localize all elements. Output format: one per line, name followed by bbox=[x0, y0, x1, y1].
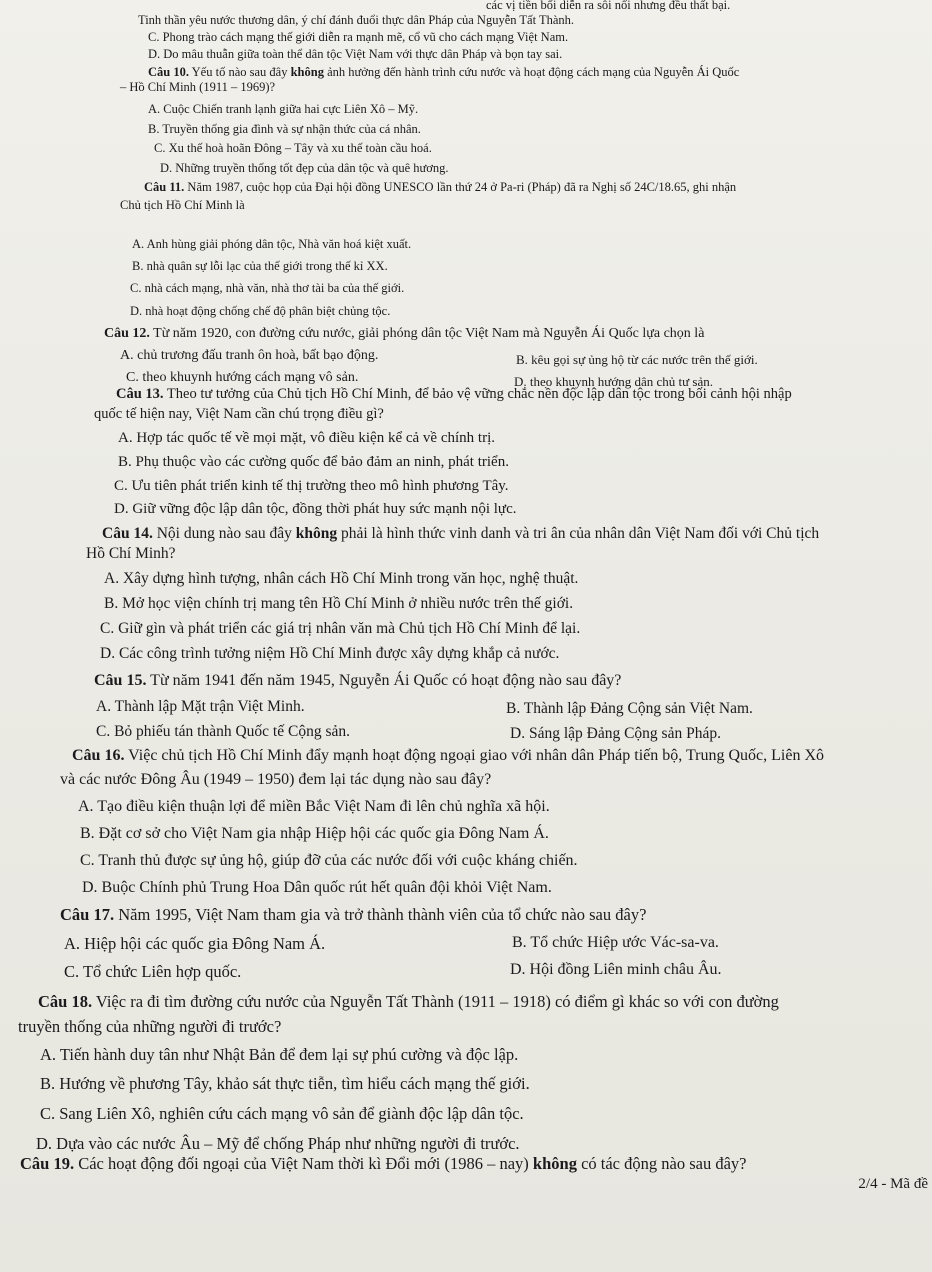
top-partial-line: các vị tiền bối diễn ra sôi nổi nhưng đều thất bại. bbox=[486, 0, 731, 12]
question-16-option-d: D. Buộc Chính phủ Trung Hoa Dân quốc rút hết quân đội khỏi Việt Nam. bbox=[82, 879, 552, 896]
emphasis-word: không bbox=[295, 525, 338, 542]
question-label: Câu 10. bbox=[148, 65, 189, 79]
question-10-option-d: D. Những truyền thống tốt đẹp của dân tộc và quê hương. bbox=[160, 161, 449, 175]
question-label: Câu 11. bbox=[144, 180, 185, 194]
option-c-fragment: C. Phong trào cách mạng thế giới diễn ra mạnh mẽ, cổ vũ cho cách mạng Việt Nam. bbox=[148, 30, 569, 44]
question-15-option-c: C. Bỏ phiếu tán thành Quốc tế Cộng sản. bbox=[96, 723, 350, 740]
emphasis-word: không bbox=[290, 65, 324, 79]
stem-text: ảnh hưởng đến hành trình cứu nước và hoạt động cách mạng của Nguyễn Ái Quốc bbox=[323, 65, 740, 79]
question-16-stem-line2: và các nước Đông Âu (1949 – 1950) đem lại tác dụng nào sau đây? bbox=[60, 771, 492, 788]
stem-text: Theo tư tưởng của Chủ tịch Hồ Chí Minh, để bảo vệ vững chắc nền độc lập dân tộc trong bối cảnh hội nhập bbox=[166, 386, 792, 402]
question-14-option-b: B. Mở học viện chính trị mang tên Hồ Chí Minh ở nhiều nước trên thế giới. bbox=[104, 595, 574, 612]
stem-text: Từ năm 1920, con đường cứu nước, giải phóng dân tộc Việt Nam mà Nguyễn Ái Quốc lựa chọn là bbox=[153, 326, 705, 341]
question-14-option-a: A. Xây dựng hình tượng, nhân cách Hồ Chí Minh trong văn học, nghệ thuật. bbox=[104, 570, 579, 587]
question-label: Câu 17. bbox=[60, 905, 115, 924]
question-12-option-c: C. theo khuynh hướng cách mạng vô sản. bbox=[126, 370, 359, 385]
question-18-option-c: C. Sang Liên Xô, nghiên cứu cách mạng vô sản để giành độc lập dân tộc. bbox=[40, 1104, 524, 1123]
stem-text: Năm 1987, cuộc họp của Đại hội đồng UNESCO lần thứ 24 ở Pa-ri (Pháp) đã ra Nghị số 24C/18.65, ghi nhận bbox=[187, 180, 737, 194]
question-12-stem bbox=[104, 324, 704, 344]
question-14-stem-line2: Hồ Chí Minh? bbox=[86, 545, 176, 562]
question-11-stem bbox=[144, 179, 736, 195]
question-label: Câu 16. bbox=[72, 747, 125, 764]
question-16-option-b: B. Đặt cơ sở cho Việt Nam gia nhập Hiệp hội các quốc gia Đông Nam Á. bbox=[80, 825, 549, 842]
question-10-stem bbox=[148, 64, 739, 80]
page-footer: 2/4 - Mã đề bbox=[858, 1176, 928, 1192]
stem-text: Các hoạt động đối ngoại của Việt Nam thời kì Đổi mới (1986 – nay) bbox=[78, 1154, 533, 1173]
question-14-option-c: C. Giữ gìn và phát triển các giá trị nhân văn mà Chủ tịch Hồ Chí Minh để lại. bbox=[100, 620, 581, 637]
question-15-option-a: A. Thành lập Mặt trận Việt Minh. bbox=[96, 698, 305, 715]
question-label: Câu 18. bbox=[38, 992, 93, 1011]
question-12-option-a: A. chủ trương đấu tranh ôn hoà, bất bạo động. bbox=[120, 348, 379, 363]
question-13-stem-line2: quốc tế hiện nay, Việt Nam cần chú trọng điều gì? bbox=[94, 406, 384, 422]
question-11-option-a: A. Anh hùng giải phóng dân tộc, Nhà văn hoá kiệt xuất. bbox=[132, 237, 412, 251]
question-label: Câu 14. bbox=[102, 525, 153, 542]
question-12-option-d: D. theo khuynh hướng dân chủ tư sản. bbox=[514, 374, 713, 389]
question-label: Câu 13. bbox=[116, 386, 164, 402]
question-18-stem bbox=[38, 992, 779, 1012]
question-13-option-b: B. Phụ thuộc vào các cường quốc để bảo đảm an ninh, phát triển. bbox=[118, 454, 509, 470]
question-17-stem bbox=[60, 905, 646, 925]
question-17-option-b: B. Tổ chức Hiệp ước Vác-sa-va. bbox=[512, 934, 719, 951]
emphasis-word: không bbox=[532, 1154, 577, 1173]
question-18-option-b: B. Hướng về phương Tây, khảo sát thực tiễn, tìm hiểu cách mạng thế giới. bbox=[40, 1074, 530, 1093]
question-14-stem bbox=[102, 524, 819, 544]
stem-text: Việc ra đi tìm đường cứu nước của Nguyễn Tất Thành (1911 – 1918) có điểm gì khác so với con đường bbox=[95, 992, 779, 1011]
question-19-stem bbox=[20, 1154, 746, 1174]
question-15-option-b: B. Thành lập Đảng Cộng sản Việt Nam. bbox=[506, 700, 753, 717]
stem-text: Năm 1995, Việt Nam tham gia và trở thành thành viên của tổ chức nào sau đây? bbox=[118, 905, 647, 924]
question-11-option-c: C. nhà cách mạng, nhà văn, nhà thơ tài ba của thế giới. bbox=[130, 281, 405, 295]
stem-text: Việc chủ tịch Hồ Chí Minh đẩy mạnh hoạt động ngoại giao với nhân dân Pháp tiến bộ, Trung Quốc, Liên Xô bbox=[128, 747, 825, 764]
question-15-option-d: D. Sáng lập Đảng Cộng sản Pháp. bbox=[510, 725, 721, 742]
question-11-option-d: D. nhà hoạt động chống chế độ phân biệt chủng tộc. bbox=[130, 304, 391, 318]
option-d-fragment: D. Do mâu thuẫn giữa toàn thể dân tộc Việt Nam với thực dân Pháp và bọn tay sai. bbox=[148, 47, 563, 61]
question-17-option-d: D. Hội đồng Liên minh châu Âu. bbox=[510, 961, 722, 978]
question-18-stem-line2: truyền thống của những người đi trước? bbox=[18, 1017, 282, 1036]
question-13-stem bbox=[116, 384, 792, 404]
question-10-option-c: C. Xu thế hoà hoãn Đông – Tây và xu thế toàn cầu hoá. bbox=[154, 141, 432, 155]
question-17-option-a: A. Hiệp hội các quốc gia Đông Nam Á. bbox=[64, 934, 326, 953]
question-10-stem-line2: – Hồ Chí Minh (1911 – 1969)? bbox=[120, 80, 276, 94]
question-label: Câu 19. bbox=[20, 1154, 75, 1173]
question-15-stem bbox=[94, 671, 621, 691]
question-17-option-c: C. Tổ chức Liên hợp quốc. bbox=[64, 962, 242, 981]
question-16-option-a: A. Tạo điều kiện thuận lợi để miền Bắc Việt Nam đi lên chủ nghĩa xã hội. bbox=[78, 798, 550, 815]
stem-text: phải là hình thức vinh danh và tri ân của nhân dân Việt Nam đối với Chủ tịch bbox=[337, 525, 820, 542]
stem-text: Nội dung nào sau đây bbox=[156, 525, 296, 542]
question-16-option-c: C. Tranh thủ được sự ủng hộ, giúp đỡ của các nước đối với cuộc kháng chiến. bbox=[80, 852, 578, 869]
question-12-option-b: B. kêu gọi sự ủng hộ từ các nước trên thế giới. bbox=[516, 352, 758, 367]
stem-text: Từ năm 1941 đến năm 1945, Nguyễn Ái Quốc có hoạt động nào sau đây? bbox=[150, 672, 622, 689]
question-11-option-b: B. nhà quân sự lỗi lạc của thế giới trong thế kỉ XX. bbox=[132, 259, 388, 273]
question-13-option-a: A. Hợp tác quốc tế về mọi mặt, vô điều kiện kể cả về chính trị. bbox=[118, 430, 495, 446]
question-16-stem bbox=[72, 746, 824, 766]
question-14-option-d: D. Các công trình tưởng niệm Hồ Chí Minh được xây dựng khắp cả nước. bbox=[100, 645, 560, 662]
question-label: Câu 12. bbox=[104, 326, 150, 341]
option-b-fragment: Tinh thần yêu nước thương dân, ý chí đánh đuổi thực dân Pháp của Nguyễn Tất Thành. bbox=[138, 13, 575, 27]
question-10-option-b: B. Truyền thống gia đình và sự nhận thức của cá nhân. bbox=[148, 122, 421, 136]
question-18-option-d: D. Dựa vào các nước Âu – Mỹ để chống Pháp như những người đi trước. bbox=[36, 1134, 520, 1153]
question-13-option-c: C. Ưu tiên phát triển kinh tế thị trường theo mô hình phương Tây. bbox=[114, 478, 509, 494]
question-10-option-a: A. Cuộc Chiến tranh lạnh giữa hai cực Liên Xô – Mỹ. bbox=[148, 102, 419, 116]
question-18-option-a: A. Tiến hành duy tân như Nhật Bản để đem lại sự phú cường và độc lập. bbox=[40, 1045, 519, 1064]
question-13-option-d: D. Giữ vững độc lập dân tộc, đồng thời phát huy sức mạnh nội lực. bbox=[114, 501, 517, 517]
stem-text: Yếu tố nào sau đây bbox=[191, 65, 291, 79]
question-11-stem-line2: Chủ tịch Hồ Chí Minh là bbox=[120, 198, 245, 212]
question-label: Câu 15. bbox=[94, 672, 147, 689]
stem-text: có tác động nào sau đây? bbox=[576, 1154, 747, 1173]
